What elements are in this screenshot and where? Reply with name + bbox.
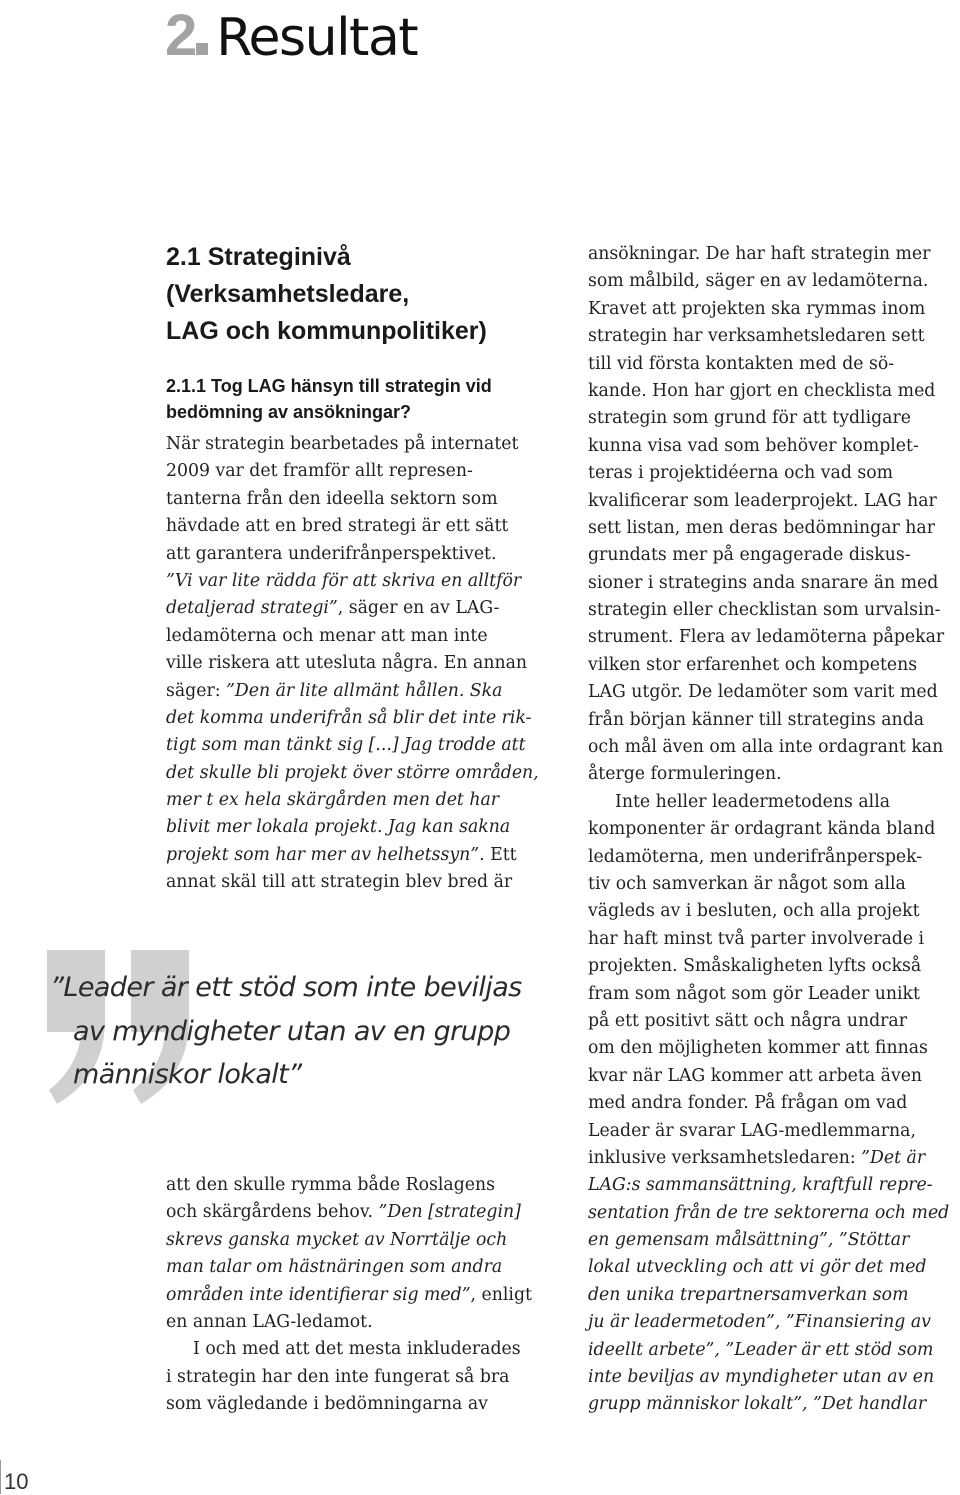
section-heading-line: LAG och kommunpolitiker) [166, 317, 487, 345]
body-line: ledamöterna, men underifrånperspek- [588, 846, 923, 867]
body-line: en annan LAG-ledamot. [166, 1311, 373, 1332]
body-line: tiv och samverkan är något som alla [588, 873, 906, 894]
body-line: till vid första kontakten med de sö- [588, 353, 895, 374]
body-line [588, 1172, 949, 1199]
body-text: , säger en av LAG- [337, 598, 500, 619]
body-line [166, 1282, 532, 1309]
body-line: strument. Flera av ledamöterna påpekar [588, 627, 945, 648]
body-line: tanterna från den ideella sektorn som [166, 488, 498, 509]
body-line: När strategin bearbetades på internatet [166, 434, 519, 454]
body-line [166, 1254, 532, 1281]
body-line [588, 1364, 949, 1391]
body-line: grundats mer på engagerade diskus- [588, 545, 911, 566]
body-line [166, 705, 539, 732]
body-line [588, 1337, 949, 1364]
section-heading [166, 239, 546, 350]
chapter-title [165, 2, 417, 72]
body-line: 2009 var det framför allt represen- [166, 461, 473, 482]
quote-text: skrevs ganska mycket av Norrtälje och [166, 1229, 508, 1250]
body-line: att den skulle rymma både Roslagens [166, 1175, 495, 1195]
body-line [166, 568, 539, 595]
body-line [166, 760, 539, 787]
quote-text: ”Den är lite allmänt hållen. Ska [226, 680, 503, 701]
body-line: ville riskera att utesluta några. En annan [166, 653, 528, 674]
body-line: vägleds av i besluten, och alla projekt [588, 901, 920, 922]
body-line: att garantera underifrånperspektivet. [166, 543, 497, 564]
body-line [588, 1227, 949, 1254]
chapter-number-dot [196, 43, 208, 55]
body-line [166, 787, 539, 814]
quote-text: det komma underifrån så blir det inte rik- [166, 707, 532, 728]
body-line: återge formuleringen. [588, 764, 782, 785]
quote-text: LAG:s sammansättning, kraftfull repre- [588, 1175, 933, 1196]
quote-text: ”Den [strategin] [378, 1202, 521, 1223]
subsection-heading [166, 373, 546, 425]
pull-quote-line: ”Leader är ett stöd som inte beviljas [50, 972, 522, 1003]
body-column-left-bottom [166, 1172, 532, 1419]
page-number: 10 [4, 1469, 29, 1494]
body-line: som vägledande i bedömningarna av [166, 1394, 488, 1415]
body-line: strategin eller checklistan som urvalsin- [588, 600, 941, 621]
body-line: strategin som grund för att tydligare [588, 408, 911, 429]
body-line: Leader är svarar LAG-medlemmarna, [588, 1120, 916, 1141]
body-line: I och med att det mesta inkluderades [193, 1339, 521, 1360]
body-line [166, 732, 539, 759]
body-line [588, 1282, 949, 1309]
body-line: och mål även om alla inte ordagrant kan [588, 737, 944, 758]
quote-text: mer t ex hela skärgården men det har [166, 790, 500, 811]
body-line: ansökningar. De har haft strategin mer [588, 244, 931, 264]
body-line: fram som något som gör Leader unikt [588, 983, 920, 1004]
body-line: från början känner till strategins anda [588, 709, 925, 730]
body-line: hävdade att en bred strategi är ett sätt [166, 516, 509, 537]
body-line: komponenter är ordagrant kända bland [588, 819, 936, 840]
quote-text: detaljerad strategi” [166, 598, 338, 619]
quote-text: ”Det är [861, 1147, 926, 1168]
body-line [166, 678, 539, 705]
body-line [166, 1199, 532, 1226]
quote-text: den unika trepartnersamverkan som [588, 1284, 909, 1305]
body-line: på ett positivt sätt och några undrar [588, 1010, 907, 1031]
body-line: kunna visa vad som behöver komplet- [588, 435, 919, 456]
body-line: projekten. Småskaligheten lyfts också [588, 956, 922, 977]
body-line: som målbild, säger en av ledamöterna. [588, 271, 929, 292]
body-column-left-top [166, 431, 539, 897]
body-line: Kravet att projekten ska rymmas inom [588, 298, 926, 319]
chapter-heading: Resultat [216, 8, 418, 68]
body-text: och skärgårdens behov. [166, 1202, 379, 1223]
body-line: vilken stor erfarenhet och kompetens [588, 654, 918, 675]
pull-quote [50, 966, 522, 1097]
chapter-number: 2 [165, 3, 196, 68]
quote-text: ju är leadermetoden”, ”Finansiering av [588, 1312, 931, 1333]
quote-text: områden inte identifierar sig med” [166, 1284, 471, 1305]
body-line: sett listan, men deras bedömningar har [588, 517, 935, 538]
body-line: annat skäl till att strategin blev bred är [166, 872, 513, 893]
body-line: kvar när LAG kommer att arbeta även [588, 1065, 923, 1086]
quote-text: sentation från de tre sektorerna och med [588, 1202, 950, 1223]
body-line: Inte heller leadermetodens alla [615, 791, 891, 812]
body-text: . Ett [479, 844, 517, 865]
body-text: , enligt [470, 1284, 532, 1305]
body-line: teras i projektidéerna och vad som [588, 463, 894, 484]
body-line: i strategin har den inte fungerat så bra [166, 1366, 510, 1387]
body-column-right [588, 241, 949, 1419]
quote-text: man talar om hästnäringen som andra [166, 1257, 503, 1278]
quote-text: tigt som man tänkt sig [...] Jag trodde att [166, 735, 526, 756]
pull-quote-line: människor lokalt” [73, 1059, 302, 1090]
body-text: säger: [166, 680, 227, 701]
quote-text: inte beviljas av myndigheter utan av en [588, 1367, 935, 1388]
quote-text: lokal utveckling och att vi gör det med [588, 1257, 927, 1278]
subsection-heading-line: 2.1.1 Tog LAG hänsyn till strategin vid [166, 376, 492, 396]
body-text: inklusive verksamhetsledaren: [588, 1147, 862, 1168]
body-line [588, 1391, 949, 1418]
quote-text: ”Vi var lite rädda för att skriva en alltför [166, 570, 522, 591]
body-line: har haft minst två parter involverade i [588, 928, 925, 949]
section-heading-line: 2.1 Strateginivå [166, 243, 351, 271]
body-line: LAG utgör. De ledamöter som varit med [588, 682, 938, 703]
body-line: kande. Hon har gjort en checklista med [588, 380, 936, 401]
quote-text: blivit mer lokala projekt. Jag kan sakna [166, 817, 511, 838]
body-line [166, 595, 539, 622]
body-line [588, 1309, 949, 1336]
body-line [588, 1145, 949, 1172]
body-line: ledamöterna och menar att man inte [166, 625, 488, 646]
body-line [166, 1227, 532, 1254]
body-line [166, 842, 539, 869]
quote-text: grupp människor lokalt”, ”Det handlar [588, 1394, 927, 1415]
pull-quote-line: av myndigheter utan av en grupp [73, 1015, 511, 1047]
body-line: om den möjligheten kommer att finnas [588, 1038, 928, 1059]
body-line: kvalificerar som leaderprojekt. LAG har [588, 490, 937, 511]
quote-text: ideellt arbete”, ”Leader är ett stöd som [588, 1339, 934, 1360]
quote-text: det skulle bli projekt över större områden, [166, 762, 539, 783]
body-line: med andra fonder. På frågan om vad [588, 1093, 908, 1114]
body-line [588, 1254, 949, 1281]
subsection-heading-line: bedömning av ansökningar? [166, 402, 412, 422]
quote-text: projekt som har mer av helhetssyn” [166, 844, 480, 865]
body-line: sioner i strategins anda snarare än med [588, 572, 939, 593]
quote-text: en gemensam målsättning”, ”Stöttar [588, 1230, 910, 1251]
body-line: strategin har verksamhetsledaren sett [588, 326, 925, 347]
page-edge-rule [0, 1460, 1, 1494]
body-line [166, 814, 539, 841]
body-line [588, 1200, 949, 1227]
section-heading-line: (Verksamhetsledare, [166, 280, 410, 308]
